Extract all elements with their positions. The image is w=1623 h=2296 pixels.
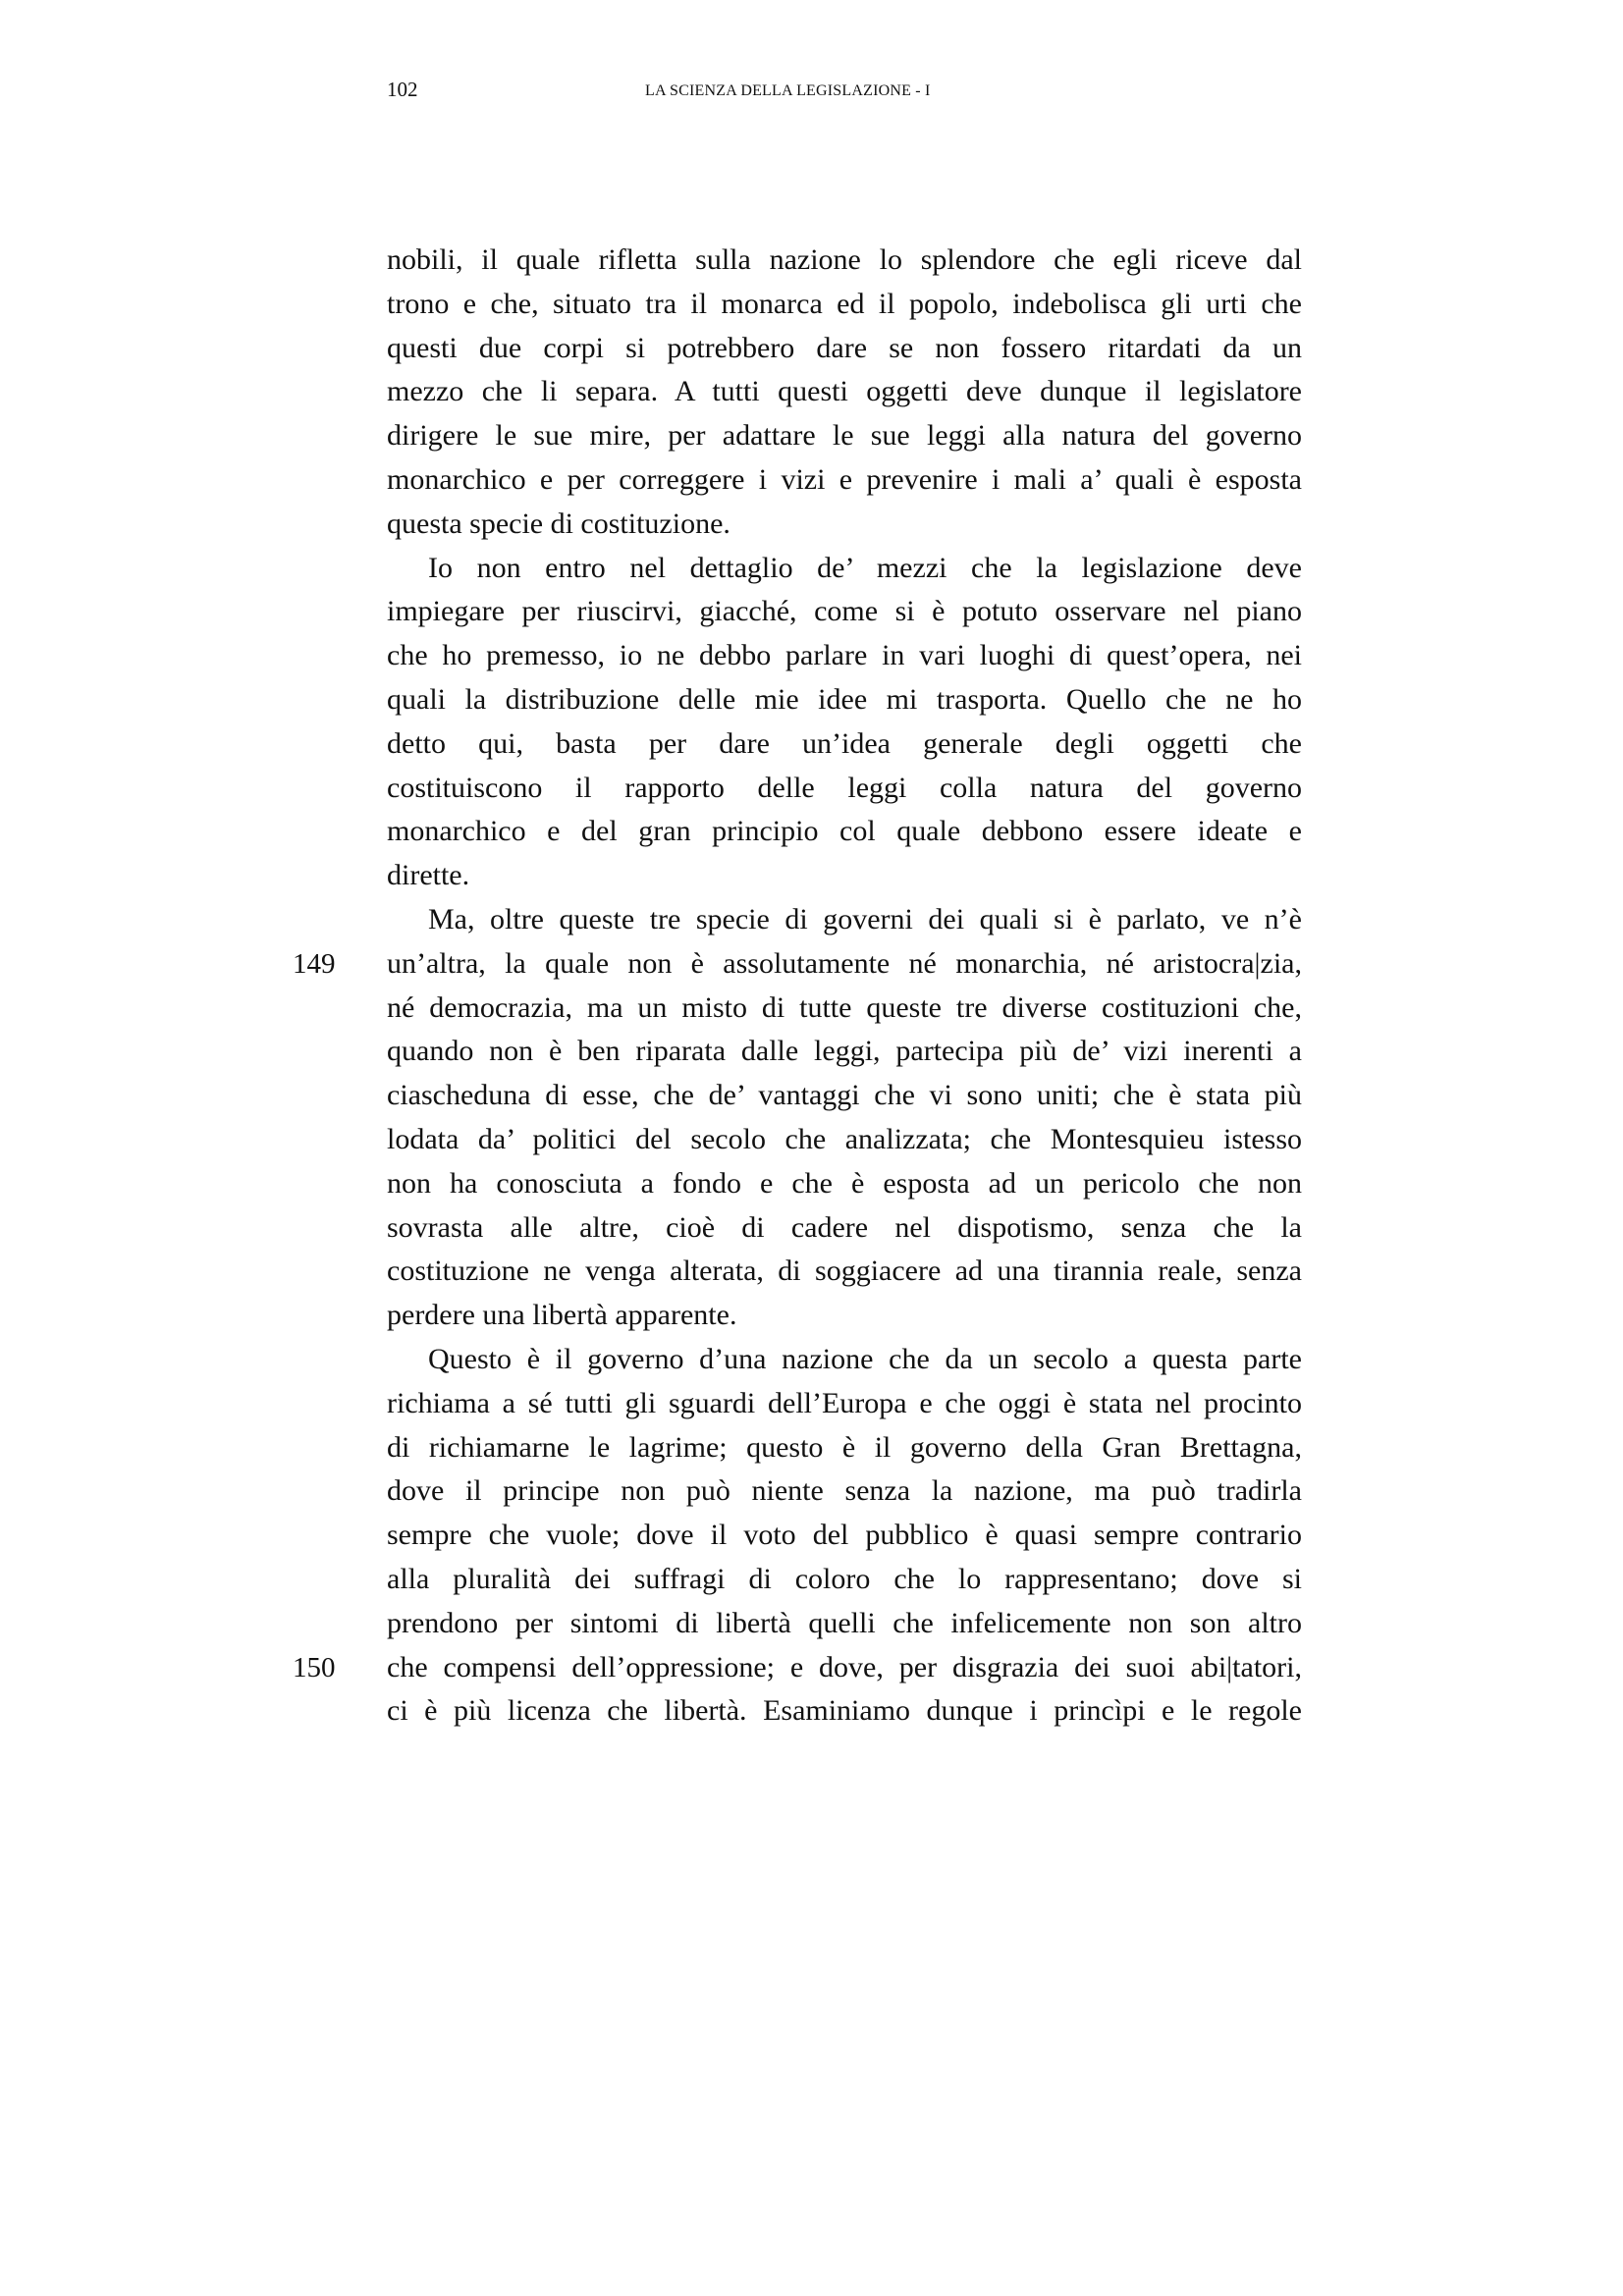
text-line: di richiamarne le lagrime; questo è il governo della Gran Brettagna,: [387, 1430, 1302, 1464]
text-line: perdere una libertà apparente.: [387, 1299, 737, 1332]
text-line: non ha conosciuta a fondo e che è esposta ad un pericolo che non: [387, 1166, 1302, 1200]
page-number: 102: [387, 78, 418, 101]
running-title: LA SCIENZA DELLA LEGISLAZIONE - I: [645, 82, 931, 99]
text-line: monarchico e per correggere i vizi e prevenire i mali a’ quali è esposta: [387, 462, 1302, 496]
text-line: sovrasta alle altre, cioè di cadere nel dispotismo, senza che la: [387, 1210, 1302, 1244]
text-line: né democrazia, ma un misto di tutte queste tre diverse costituzioni che,: [387, 990, 1302, 1024]
text-line: dove il principe non può niente senza la nazione, ma può tradirla: [387, 1474, 1302, 1508]
text-line: dirigere le sue mire, per adattare le sue leggi alla natura del governo: [387, 419, 1302, 453]
text-line: monarchico e del gran principio col quale debbono essere ideate e: [387, 815, 1302, 848]
paragraph: [387, 239, 1302, 547]
text-line: Io non entro nel dettaglio de’ mezzi che la legislazione deve: [428, 551, 1302, 584]
text-line: trono e che, situato tra il monarca ed il popolo, indebolisca gli urti che: [387, 287, 1302, 320]
text-line: ci è più licenza che libertà. Esaminiamo dunque i princìpi e le regole: [387, 1694, 1302, 1728]
text-line: Ma, oltre queste tre specie di governi dei quali si è parlato, ve n’è: [428, 902, 1302, 935]
text-line: Questo è il governo d’una nazione che da un secolo a questa parte: [428, 1342, 1302, 1375]
paragraph: [387, 1338, 1302, 1734]
text-line: che compensi dell’oppressione; e dove, per disgrazia dei suoi abi|tatori,: [387, 1650, 1302, 1683]
text-line: sempre che vuole; dove il voto del pubblico è quasi sempre contrario: [387, 1519, 1302, 1552]
body-text: [387, 239, 1302, 1734]
text-line: dirette.: [387, 859, 470, 892]
text-line: alla pluralità dei suffragi di coloro che lo rappresentano; dove si: [387, 1562, 1302, 1595]
text-line: ciascheduna di esse, che de’ vantaggi che vi sono uniti; che è stata più: [387, 1079, 1302, 1112]
text-line: costituzione ne venga alterata, di soggiacere ad una tirannia reale, senza: [387, 1255, 1302, 1288]
text-line: lodata da’ politici del secolo che analizzata; che Montesquieu istesso: [387, 1122, 1302, 1155]
paragraph: [387, 898, 1302, 1338]
text-line: nobili, il quale rifletta sulla nazione lo splendore che egli riceve dal: [387, 243, 1302, 276]
text-line: quali la distribuzione delle mie idee mi trasporta. Quello che ne ho: [387, 682, 1302, 716]
text-line: costituiscono il rapporto delle leggi colla natura del governo: [387, 771, 1302, 804]
paragraph: [387, 547, 1302, 898]
text-line: un’altra, la quale non è assolutamente né monarchia, né aristocra|zia,: [387, 946, 1302, 980]
text-line: questi due corpi si potrebbero dare se non fossero ritardati da un: [387, 331, 1302, 364]
text-line: questa specie di costituzione.: [387, 507, 730, 540]
text-line: mezzo che li separa. A tutti questi oggetti deve dunque il legislatore: [387, 375, 1302, 408]
margin-page-reference: 149: [293, 947, 336, 980]
text-line: richiama a sé tutti gli sguardi dell’Europa e che oggi è stata nel procinto: [387, 1386, 1302, 1419]
text-line: quando non è ben riparata dalle leggi, partecipa più de’ vizi inerenti a: [387, 1035, 1302, 1068]
text-line: impiegare per riuscirvi, giacché, come si è potuto osservare nel piano: [387, 595, 1302, 628]
text-line: prendono per sintomi di libertà quelli che infelicemente non son altro: [387, 1606, 1302, 1639]
text-line: detto qui, basta per dare un’idea generale degli oggetti che: [387, 726, 1302, 760]
text-line: che ho premesso, io ne debbo parlare in vari luoghi di quest’opera, nei: [387, 639, 1302, 672]
margin-page-reference: 150: [293, 1651, 336, 1683]
